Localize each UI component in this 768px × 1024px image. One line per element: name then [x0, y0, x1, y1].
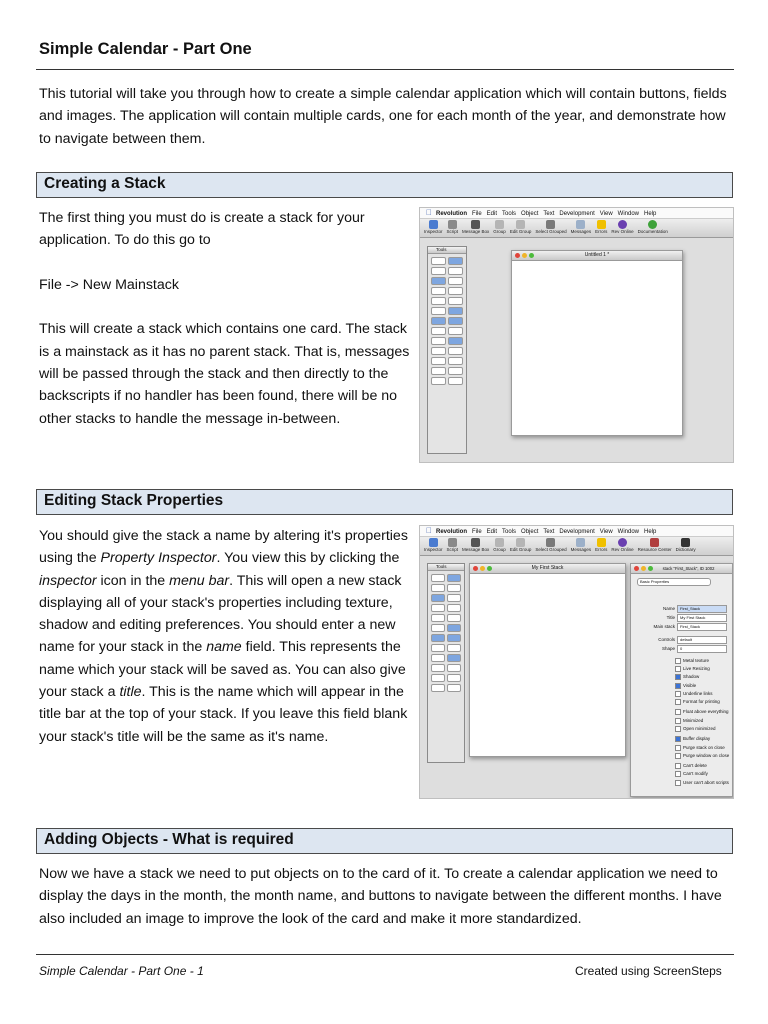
tool-cell — [448, 317, 463, 325]
edit-group-icon — [516, 538, 525, 547]
menu-item: Tools — [496, 529, 511, 535]
tool-cell — [431, 367, 446, 375]
tool-cell — [431, 644, 445, 652]
toolbar-label: Select Grouped — [535, 547, 567, 552]
tool-cell — [431, 634, 445, 642]
toolbar-label: Select Grouped — [535, 229, 567, 234]
checkbox-row — [675, 718, 729, 724]
menu-path: File -> New Mainstack — [39, 276, 179, 293]
close-icon — [473, 566, 478, 571]
toolbar-label: Errors — [595, 229, 608, 234]
tool-cell — [431, 604, 445, 612]
errors-icon — [597, 220, 606, 229]
text-run: You should give the stack a name by altering it's properties using the — [39, 528, 408, 567]
menu-item: Revolution — [430, 211, 461, 217]
tool-cell — [431, 307, 446, 315]
errors-icon — [597, 538, 606, 547]
checkbox-label: Format for printing — [683, 699, 720, 705]
property-inspector-window — [630, 563, 733, 797]
message-box-icon — [471, 538, 480, 547]
menu-item: View — [593, 529, 607, 535]
field-label: Name — [662, 606, 675, 611]
checkbox-label: Can't modify — [683, 771, 708, 777]
checkbox-icon — [675, 699, 681, 705]
emphasis: name — [206, 639, 242, 656]
toolbar-label: Rev Online — [611, 229, 634, 234]
checkbox-icon — [675, 745, 681, 751]
checkbox-label: Visible — [683, 682, 697, 688]
checkbox-label: Open minimized — [683, 726, 716, 731]
toolbar-label: Edit Group — [509, 547, 532, 552]
tool-cell — [447, 664, 461, 672]
toolbar-label: Resource Center — [637, 547, 672, 552]
checkbox-label: Can't delete — [683, 763, 707, 769]
tool-cell — [448, 377, 463, 385]
toolbar-label: Documentation — [637, 229, 668, 234]
footer-page-label: Simple Calendar - Part One - 1 — [39, 964, 204, 978]
checkbox-icon — [675, 763, 681, 769]
close-icon — [634, 566, 639, 571]
checkbox-row — [675, 736, 729, 742]
menu-item: Object — [515, 529, 533, 535]
rev-online-icon — [618, 220, 627, 229]
menu-item: Window — [611, 529, 633, 535]
text-run: . You view this by clicking the — [216, 550, 400, 567]
zoom-icon — [648, 566, 653, 571]
main-stack-field: First_Stack — [677, 623, 727, 631]
checkbox-row — [675, 674, 729, 680]
tool-cell — [448, 267, 463, 275]
edit-group-icon — [516, 220, 525, 229]
menu-item: Tools — [496, 211, 511, 217]
field-label: Title — [666, 615, 675, 620]
tool-cell — [447, 604, 461, 612]
tool-cell — [448, 347, 463, 355]
checkbox-icon — [675, 691, 681, 697]
group-icon — [495, 220, 504, 229]
footer-rule — [36, 954, 734, 955]
minimize-icon — [522, 253, 527, 258]
menu-item: View — [593, 211, 607, 217]
toolbar-label: Script — [446, 547, 459, 552]
body-paragraph: The first thing you must do is create a stack for your application. To do this go to — [39, 210, 365, 249]
properties-dropdown: Basic Properties — [637, 578, 711, 586]
intro-paragraph: This tutorial will take you through how to create a simple calendar application which will contain buttons, fields and images. The application will contain multiple cards, one for each month of the year, and demonstrate how to navigate between them. — [39, 86, 727, 147]
tool-cell — [431, 594, 445, 602]
tool-cell — [447, 614, 461, 622]
dictionary-icon — [681, 538, 690, 547]
apple-icon — [426, 208, 432, 217]
tool-cell — [448, 367, 463, 375]
shape-field: 0 — [677, 645, 727, 653]
tool-cell — [447, 654, 461, 662]
tool-cell — [448, 307, 463, 315]
group-icon — [495, 538, 504, 547]
toolbar-label: Group — [493, 229, 506, 234]
checkbox-icon — [675, 771, 681, 777]
checkbox-label: Underline links — [683, 690, 713, 696]
emphasis: title — [119, 684, 142, 701]
adding-objects-paragraph: Now we have a stack we need to put objects on to the card of it. To create a calendar application we need to display the days in the month, the month name, and buttons to navigate between the different months. I have also included an image to improve the look of the card and make it more standardized. — [39, 866, 722, 927]
inspector-icon — [429, 220, 438, 229]
tool-cell — [431, 297, 446, 305]
emphasis: menu bar — [169, 572, 230, 589]
tool-cell — [431, 257, 446, 265]
menu-item: File — [466, 529, 476, 535]
checkbox-row — [675, 658, 729, 664]
section-heading-label: Adding Objects - What is required — [44, 831, 294, 848]
toolbar-label: Inspector — [424, 547, 443, 552]
select-grouped-icon — [546, 220, 555, 229]
inspector-icon — [429, 538, 438, 547]
section-heading-editing-properties — [36, 489, 733, 515]
checkbox-label: Minimized — [683, 717, 704, 723]
checkbox-checked-icon — [675, 736, 681, 742]
screenshot-property-inspector — [419, 525, 734, 799]
field-label: Main stack — [653, 624, 675, 629]
field-label: Controls — [658, 637, 675, 642]
palette-title: Tools — [428, 564, 464, 571]
select-grouped-icon — [546, 538, 555, 547]
toolbar-label: Inspector — [424, 229, 443, 234]
toolbar — [420, 219, 733, 238]
section-heading-adding-objects — [36, 828, 733, 854]
menu-bar — [420, 526, 733, 537]
checkbox-checked-icon — [675, 674, 681, 680]
section-creating-stack-text — [39, 207, 411, 430]
tool-cell — [431, 654, 445, 662]
tool-cell — [448, 287, 463, 295]
tools-palette — [427, 246, 467, 454]
tool-cell — [431, 327, 446, 335]
menu-item: Window — [611, 211, 633, 217]
section-heading-creating-stack — [36, 172, 733, 198]
title-rule — [36, 69, 734, 70]
my-first-stack-window — [469, 563, 626, 757]
checkbox-label: Purge stack on close — [683, 744, 725, 750]
untitled-stack-window — [511, 250, 683, 436]
minimize-icon — [641, 566, 646, 571]
apple-icon — [426, 526, 432, 535]
checkbox-label: Float above everything — [683, 709, 729, 715]
emphasis: Property Inspector — [100, 550, 217, 567]
inspector-title: stack "First_Stack", ID 1002 — [662, 566, 715, 571]
toolbar-label: Edit Group — [509, 229, 532, 234]
minimize-icon — [480, 566, 485, 571]
section-editing-properties-text — [39, 525, 409, 748]
checkbox-row — [675, 780, 729, 786]
tool-cell — [431, 267, 446, 275]
menu-item: Revolution — [430, 529, 461, 535]
body-paragraph — [39, 525, 409, 748]
controls-field: default — [677, 636, 727, 644]
tool-cell — [447, 644, 461, 652]
checkbox-icon — [675, 658, 681, 664]
menu-item: File — [466, 211, 476, 217]
rev-online-icon — [618, 538, 627, 547]
tool-cell — [448, 257, 463, 265]
menu-item: Edit — [480, 529, 492, 535]
tool-cell — [447, 674, 461, 682]
window-title: Untitled 1 * — [584, 252, 610, 258]
tool-cell — [447, 594, 461, 602]
tool-cell — [431, 614, 445, 622]
tool-cell — [447, 584, 461, 592]
tool-cell — [431, 317, 446, 325]
tool-cell — [431, 377, 446, 385]
checkbox-label: User can't abort scripts — [683, 779, 729, 785]
checkbox-icon — [675, 718, 681, 724]
tools-palette — [427, 563, 465, 763]
text-run: field. This represents the name which your stack will be saved as. You can also give your stack a — [39, 639, 406, 701]
tool-cell — [447, 634, 461, 642]
checkbox-label: Live Resizing — [683, 666, 710, 672]
messages-icon — [576, 538, 585, 547]
tool-cell — [431, 287, 446, 295]
checkbox-row — [675, 666, 729, 672]
documentation-icon — [648, 220, 657, 229]
checkbox-icon — [675, 709, 681, 715]
menu-item: Help — [638, 211, 651, 217]
checkbox-icon — [675, 780, 681, 786]
menu-item: Development — [553, 211, 589, 217]
tool-cell — [431, 357, 446, 365]
window-title: My First Stack — [531, 565, 564, 571]
zoom-icon — [487, 566, 492, 571]
section-heading-label: Creating a Stack — [44, 175, 166, 192]
close-icon — [515, 253, 520, 258]
script-icon — [448, 538, 457, 547]
menu-item: Object — [515, 211, 533, 217]
checkbox-label: Purge window on close — [683, 752, 730, 758]
messages-icon — [576, 220, 585, 229]
checkbox-row — [675, 753, 729, 759]
tool-cell — [448, 297, 463, 305]
page-title: Simple Calendar - Part One — [39, 40, 252, 58]
toolbar-label: Rev Online — [611, 547, 634, 552]
section-heading-label: Editing Stack Properties — [44, 492, 224, 509]
screenshot-new-mainstack — [419, 207, 734, 463]
text-run: . This is the name which will appear in the title bar at the top of your stack. If you leave this field blank your stack's title will be the same as it's name. — [39, 684, 408, 745]
menu-item: Text — [537, 211, 549, 217]
menu-item: Edit — [480, 211, 492, 217]
toolbar-label: Messages — [570, 547, 592, 552]
emphasis: inspector — [39, 572, 97, 589]
message-box-icon — [471, 220, 480, 229]
tool-cell — [431, 584, 445, 592]
tool-cell — [431, 574, 445, 582]
checkbox-row — [675, 726, 729, 732]
tool-cell — [431, 277, 446, 285]
checkbox-icon — [675, 666, 681, 672]
checkbox-row — [675, 763, 729, 769]
tool-cell — [447, 574, 461, 582]
tool-cell — [447, 624, 461, 632]
toolbar-label: Message Box — [462, 547, 490, 552]
text-run: icon in the — [96, 572, 170, 589]
toolbar-label: Group — [493, 547, 506, 552]
tool-cell — [431, 664, 445, 672]
tool-cell — [448, 357, 463, 365]
body-paragraph: This will create a stack which contains one card. The stack is a mainstack as it has no parent stack. That is, messages will be passed through the stack and then directly to the backscripts if no handler has been found, there will be no other stacks to handle the message in-between. — [39, 321, 410, 427]
resource-center-icon — [650, 538, 659, 547]
tool-cell — [448, 277, 463, 285]
checkbox-label: Shadow — [683, 674, 700, 680]
name-field: First_Stack — [677, 605, 727, 613]
menu-item: Help — [638, 529, 651, 535]
palette-title: Tools — [428, 247, 466, 254]
menu-item: Development — [553, 529, 589, 535]
checkbox-label: Metal texture — [683, 658, 710, 664]
tool-cell — [431, 337, 446, 345]
checkbox-row — [675, 691, 729, 697]
script-icon — [448, 220, 457, 229]
checkbox-icon — [675, 753, 681, 759]
zoom-icon — [529, 253, 534, 258]
checkbox-row — [675, 683, 729, 689]
checkbox-row — [675, 771, 729, 777]
toolbar-label: Errors — [595, 547, 608, 552]
checkbox-row — [675, 709, 729, 715]
tool-cell — [431, 347, 446, 355]
toolbar-label: Message Box — [462, 229, 490, 234]
title-field: My First Stack — [677, 614, 727, 622]
menu-item: Text — [537, 529, 549, 535]
footer-credit: Created using ScreenSteps — [575, 964, 722, 978]
checkbox-icon — [675, 726, 681, 732]
menu-bar — [420, 208, 733, 219]
checkbox-checked-icon — [675, 683, 681, 689]
tool-cell — [448, 337, 463, 345]
tool-cell — [447, 684, 461, 692]
toolbar-label: Dictionary — [675, 547, 696, 552]
checkbox-row — [675, 699, 729, 705]
tool-cell — [448, 327, 463, 335]
tool-cell — [431, 624, 445, 632]
text-run: . This will open a new stack displaying all of your stack's properties including texture, shadow and editing preferences. You should enter a new name for your stack in the — [39, 572, 402, 656]
toolbar-label: Messages — [570, 229, 592, 234]
field-label: Shape — [661, 646, 675, 651]
toolbar — [420, 537, 733, 556]
toolbar-label: Script — [446, 229, 459, 234]
checkbox-list — [675, 658, 729, 786]
checkbox-row — [675, 745, 729, 751]
tool-cell — [431, 684, 445, 692]
tool-cell — [431, 674, 445, 682]
checkbox-label: Buffer display — [683, 736, 711, 742]
